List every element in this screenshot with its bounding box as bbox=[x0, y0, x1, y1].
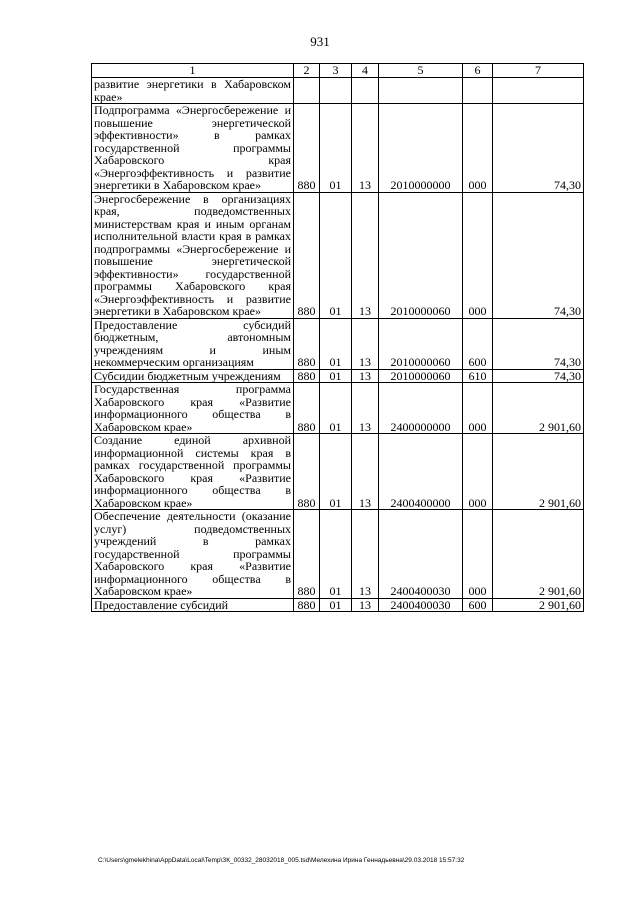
table-header-row bbox=[92, 64, 584, 78]
row-expense-type-cell: 610 bbox=[463, 369, 493, 383]
row-subsection-cell: 13 bbox=[352, 598, 379, 612]
row-target-code-cell: 2400000000 bbox=[379, 383, 463, 434]
row-section-cell: 01 bbox=[320, 192, 352, 318]
header-cell: 1 bbox=[92, 64, 294, 78]
row-amount-cell: 2 901,60 bbox=[493, 434, 584, 510]
row-subsection-cell: 13 bbox=[352, 434, 379, 510]
row-expense-type-cell: 000 bbox=[463, 383, 493, 434]
row-amount-cell: 74,30 bbox=[493, 104, 584, 193]
table-row bbox=[92, 510, 584, 599]
row-target-code-cell: 2010000060 bbox=[379, 369, 463, 383]
row-admin-code-cell: 880 bbox=[294, 383, 320, 434]
table-row bbox=[92, 434, 584, 510]
row-subsection-cell: 13 bbox=[352, 510, 379, 599]
row-name-cell: Подпрограмма «Энергосбережение и повышение энергетической эффективности» в рамках государственной программы Хабаровского края «Энергоэффективность и развитие энергетики в Хабаровском крае» bbox=[92, 104, 294, 193]
row-section-cell: 01 bbox=[320, 383, 352, 434]
row-section-cell: 01 bbox=[320, 598, 352, 612]
row-target-code-cell: 2010000060 bbox=[379, 318, 463, 369]
header-cell: 2 bbox=[294, 64, 320, 78]
row-amount-cell: 74,30 bbox=[493, 369, 584, 383]
file-path-footer: C:\Users\gmelekhina\AppData\Local\Temp\ЗК_00332_28032018_005.tsd\Мелехина Ирина Геннадьевна\29.03.2018 15:57:32 bbox=[98, 857, 465, 864]
row-expense-type-cell bbox=[463, 78, 493, 104]
row-admin-code-cell: 880 bbox=[294, 104, 320, 193]
row-subsection-cell bbox=[352, 78, 379, 104]
row-name-cell: Предоставление субсидий бюджетным, автономным учреждениям и иным некоммерческим организациям bbox=[92, 318, 294, 369]
page-number: 931 bbox=[310, 34, 330, 49]
table-row bbox=[92, 318, 584, 369]
row-admin-code-cell bbox=[294, 78, 320, 104]
row-admin-code-cell: 880 bbox=[294, 510, 320, 599]
row-expense-type-cell: 000 bbox=[463, 192, 493, 318]
row-amount-cell: 2 901,60 bbox=[493, 383, 584, 434]
row-section-cell: 01 bbox=[320, 104, 352, 193]
table-row bbox=[92, 192, 584, 318]
row-admin-code-cell: 880 bbox=[294, 369, 320, 383]
row-target-code-cell: 2010000000 bbox=[379, 104, 463, 193]
header-cell: 5 bbox=[379, 64, 463, 78]
header-cell: 4 bbox=[352, 64, 379, 78]
row-expense-type-cell: 000 bbox=[463, 434, 493, 510]
row-expense-type-cell: 600 bbox=[463, 598, 493, 612]
row-amount-cell: 2 901,60 bbox=[493, 510, 584, 599]
row-admin-code-cell: 880 bbox=[294, 318, 320, 369]
row-name-cell: Обеспечение деятельности (оказание услуг) подведомственных учреждений в рамках государственной программы Хабаровского края «Развитие информационного общества в Хабаровском крае» bbox=[92, 510, 294, 599]
row-target-code-cell: 2010000060 bbox=[379, 192, 463, 318]
row-subsection-cell: 13 bbox=[352, 369, 379, 383]
row-expense-type-cell: 000 bbox=[463, 510, 493, 599]
table-row bbox=[92, 598, 584, 612]
header-cell: 3 bbox=[320, 64, 352, 78]
row-subsection-cell: 13 bbox=[352, 192, 379, 318]
header-cell: 6 bbox=[463, 64, 493, 78]
row-target-code-cell: 2400400000 bbox=[379, 434, 463, 510]
table-row bbox=[92, 369, 584, 383]
row-name-cell: Энергосбережение в организациях края, подведомственных министерствам края и иным органам исполнительной власти края в рамках подпрограммы «Энергосбережение и повышение энергетической эффективности» государственной программы Хабаровского края «Энергоэффективность и развитие энергетики в Хабаровском крае» bbox=[92, 192, 294, 318]
row-section-cell: 01 bbox=[320, 510, 352, 599]
table-row bbox=[92, 104, 584, 193]
row-expense-type-cell: 600 bbox=[463, 318, 493, 369]
row-expense-type-cell: 000 bbox=[463, 104, 493, 193]
budget-table bbox=[91, 63, 584, 612]
row-name-cell: развитие энергетики в Хабаровском крае» bbox=[92, 78, 294, 104]
header-cell: 7 bbox=[493, 64, 584, 78]
row-target-code-cell bbox=[379, 78, 463, 104]
row-target-code-cell: 2400400030 bbox=[379, 598, 463, 612]
row-subsection-cell: 13 bbox=[352, 104, 379, 193]
table-row bbox=[92, 383, 584, 434]
row-name-cell: Предоставление субсидий bbox=[92, 598, 294, 612]
row-name-cell: Государственная программа Хабаровского края «Развитие информационного общества в Хабаровском крае» bbox=[92, 383, 294, 434]
table-row bbox=[92, 78, 584, 104]
row-admin-code-cell: 880 bbox=[294, 598, 320, 612]
row-amount-cell: 74,30 bbox=[493, 192, 584, 318]
row-name-cell: Создание единой архивной информационной системы края в рамках государственной программы Хабаровского края «Развитие информационного общества в Хабаровском крае» bbox=[92, 434, 294, 510]
row-admin-code-cell: 880 bbox=[294, 192, 320, 318]
row-subsection-cell: 13 bbox=[352, 383, 379, 434]
row-section-cell bbox=[320, 78, 352, 104]
row-subsection-cell: 13 bbox=[352, 318, 379, 369]
row-amount-cell: 74,30 bbox=[493, 318, 584, 369]
row-name-cell: Субсидии бюджетным учреждениям bbox=[92, 369, 294, 383]
row-target-code-cell: 2400400030 bbox=[379, 510, 463, 599]
row-section-cell: 01 bbox=[320, 369, 352, 383]
row-section-cell: 01 bbox=[320, 318, 352, 369]
row-amount-cell: 2 901,60 bbox=[493, 598, 584, 612]
row-admin-code-cell: 880 bbox=[294, 434, 320, 510]
row-amount-cell bbox=[493, 78, 584, 104]
row-section-cell: 01 bbox=[320, 434, 352, 510]
